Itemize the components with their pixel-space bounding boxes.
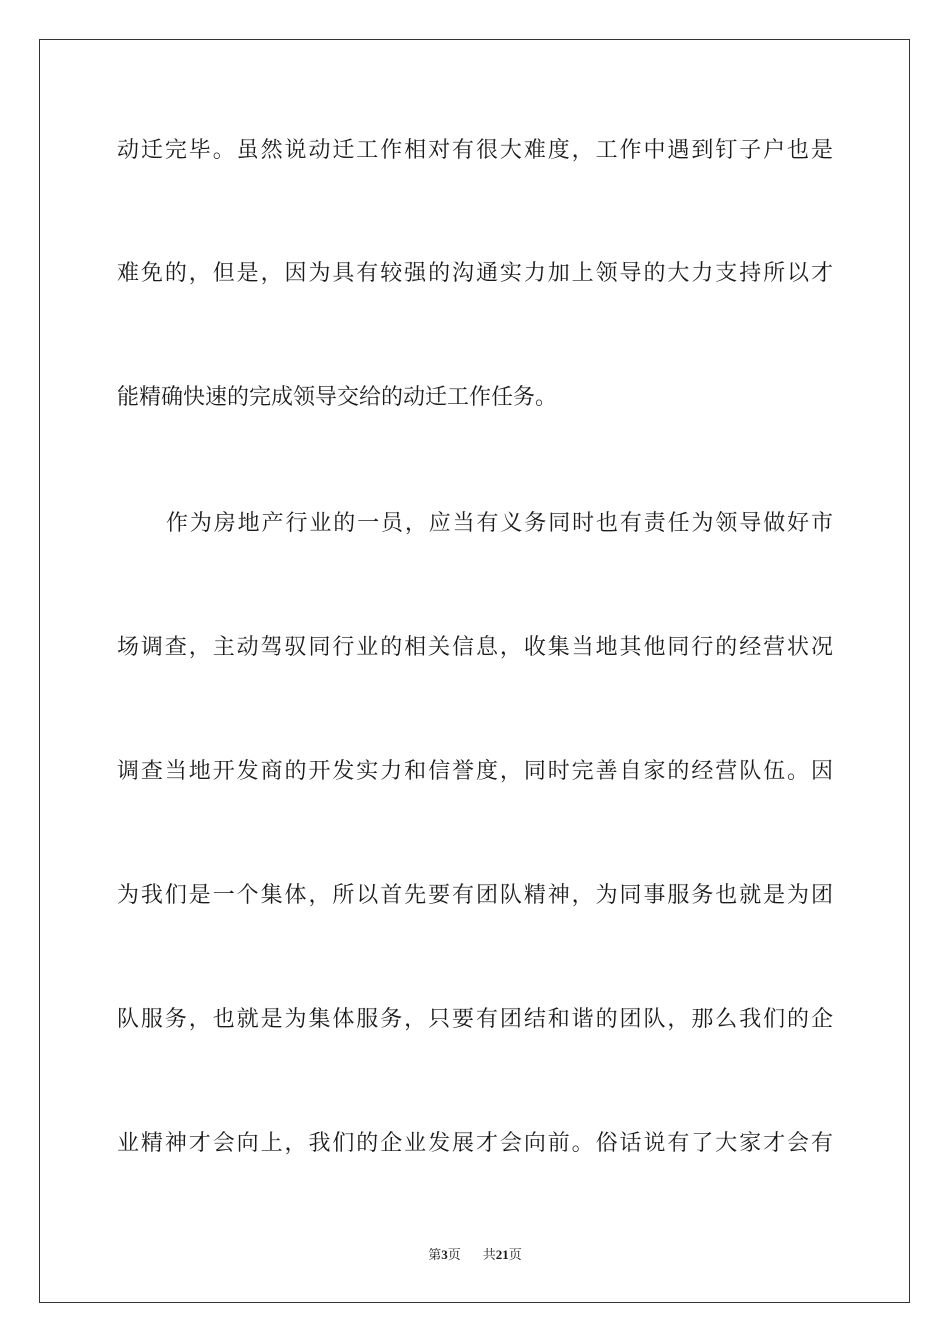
total-suffix: 页 [508, 1248, 522, 1263]
page-number: 3 [441, 1247, 448, 1262]
page-border [39, 39, 910, 1303]
body-text-line: 作为房地产行业的一员，应当有义务同时也有责任为领导做好市 [166, 511, 833, 536]
body-text-line: 调查当地开发商的开发实力和信誉度，同时完善自家的经营队伍。因 [117, 759, 833, 784]
body-text-line: 队服务，也就是为集体服务，只要有团结和谐的团队，那么我们的企 [117, 1007, 833, 1032]
total-prefix: 共 [482, 1248, 496, 1263]
page-footer [0, 1244, 950, 1263]
body-text-line: 能精确快速的完成领导交给的动迁工作任务。 [117, 385, 558, 410]
body-text-line: 场调查，主动驾驭同行业的相关信息，收集当地其他同行的经营状况 [117, 635, 833, 660]
body-text-line: 为我们是一个集体，所以首先要有团队精神，为同事服务也就是为团 [117, 883, 833, 908]
page-suffix: 页 [447, 1248, 461, 1263]
body-text-line: 难免的，但是，因为具有较强的沟通实力加上领导的大力支持所以才 [117, 261, 833, 286]
total-pages: 21 [495, 1247, 509, 1262]
body-text-line: 业精神才会向上，我们的企业发展才会向前。俗话说有了大家才会有 [117, 1131, 833, 1156]
body-text-line: 动迁完毕。虽然说动迁工作相对有很大难度，工作中遇到钉子户也是 [117, 138, 833, 163]
page-prefix: 第 [428, 1248, 442, 1263]
